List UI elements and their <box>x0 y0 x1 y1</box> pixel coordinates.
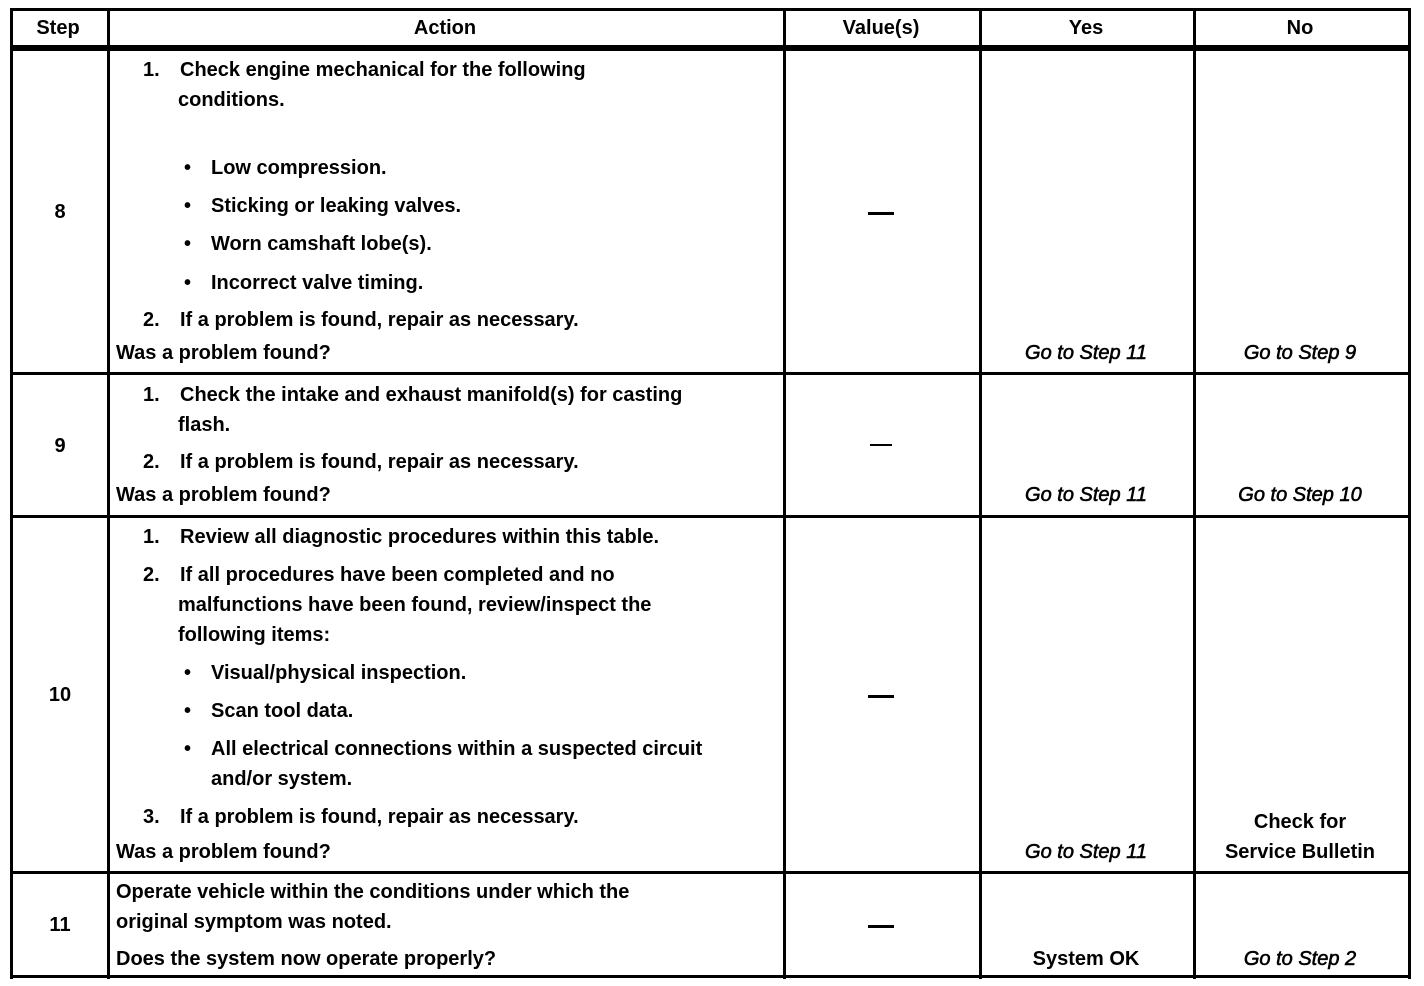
value-dash <box>870 444 892 446</box>
yes-result: System OK <box>1032 948 1140 970</box>
value-dash <box>868 925 894 928</box>
action-text: following items: <box>178 624 331 646</box>
step-number: 9 <box>54 435 66 457</box>
table-border-top <box>10 8 1411 11</box>
step-item-number: 2. <box>143 309 160 331</box>
bullet: • <box>184 157 192 179</box>
column-header: Step <box>36 17 80 39</box>
action-text: Check engine mechanical for the following <box>180 59 586 81</box>
action-text: Sticking or leaking valves. <box>211 195 462 217</box>
action-text: If a problem is found, repair as necessary. <box>180 309 579 331</box>
row-divider <box>10 871 1411 874</box>
action-text: All electrical connections within a suspected circuit <box>211 738 703 760</box>
action-text: Does the system now operate properly? <box>116 948 497 970</box>
bullet: • <box>184 233 192 255</box>
action-text: Was a problem found? <box>116 484 331 506</box>
action-text: Was a problem found? <box>116 342 331 364</box>
step-item-number: 3. <box>143 806 160 828</box>
action-text: Review all diagnostic procedures within this table. <box>180 526 659 548</box>
row-divider <box>10 515 1411 518</box>
step-item-number: 2. <box>143 564 160 586</box>
row-divider <box>10 372 1411 375</box>
no-result: Go to Step 10 <box>1238 484 1362 506</box>
action-text: and/or system. <box>211 768 353 790</box>
column-header: Action <box>413 17 477 39</box>
step-item-number: 1. <box>143 59 160 81</box>
action-text: If all procedures have been completed and no <box>180 564 615 586</box>
step-number: 10 <box>48 684 72 706</box>
yes-result: Go to Step 11 <box>1025 484 1147 506</box>
bullet: • <box>184 195 192 217</box>
action-text: Was a problem found? <box>116 841 331 863</box>
action-text: Scan tool data. <box>211 700 354 722</box>
action-text: Low compression. <box>211 157 387 179</box>
action-text: If a problem is found, repair as necessary. <box>180 451 579 473</box>
column-divider <box>979 8 982 979</box>
action-text: Incorrect valve timing. <box>211 272 424 294</box>
action-text: Visual/physical inspection. <box>211 662 467 684</box>
column-header: Yes <box>1068 17 1104 39</box>
row-divider <box>10 48 1411 51</box>
yes-result: Go to Step 11 <box>1025 342 1147 364</box>
column-divider <box>783 8 786 979</box>
column-divider <box>10 8 13 979</box>
action-text: Worn camshaft lobe(s). <box>211 233 432 255</box>
action-text: original symptom was noted. <box>116 911 392 933</box>
row-divider <box>10 975 1411 978</box>
step-number: 11 <box>49 914 71 936</box>
bullet: • <box>184 662 192 684</box>
column-divider <box>1408 8 1411 979</box>
bullet: • <box>184 700 192 722</box>
action-text: Check the intake and exhaust manifold(s) for casting <box>180 384 683 406</box>
no-result: Check for <box>1253 811 1347 833</box>
action-text: conditions. <box>178 89 285 111</box>
bullet: • <box>184 272 192 294</box>
action-text: Operate vehicle within the conditions under which the <box>116 881 630 903</box>
step-number: 8 <box>54 201 66 223</box>
step-item-number: 2. <box>143 451 160 473</box>
action-text: If a problem is found, repair as necessary. <box>180 806 579 828</box>
no-result: Service Bulletin <box>1224 841 1376 863</box>
action-text: malfunctions have been found, review/inspect the <box>178 594 652 616</box>
action-text: flash. <box>178 414 231 436</box>
step-item-number: 1. <box>143 384 160 406</box>
column-header: No <box>1286 17 1314 39</box>
no-result: Go to Step 2 <box>1243 948 1357 970</box>
value-dash <box>868 212 894 215</box>
no-result: Go to Step 9 <box>1243 342 1357 364</box>
bullet: • <box>184 738 192 760</box>
yes-result: Go to Step 11 <box>1025 841 1147 863</box>
step-item-number: 1. <box>143 526 160 548</box>
column-divider <box>107 8 110 979</box>
column-divider <box>1193 8 1196 979</box>
value-dash <box>868 695 894 698</box>
column-header: Value(s) <box>842 17 920 39</box>
